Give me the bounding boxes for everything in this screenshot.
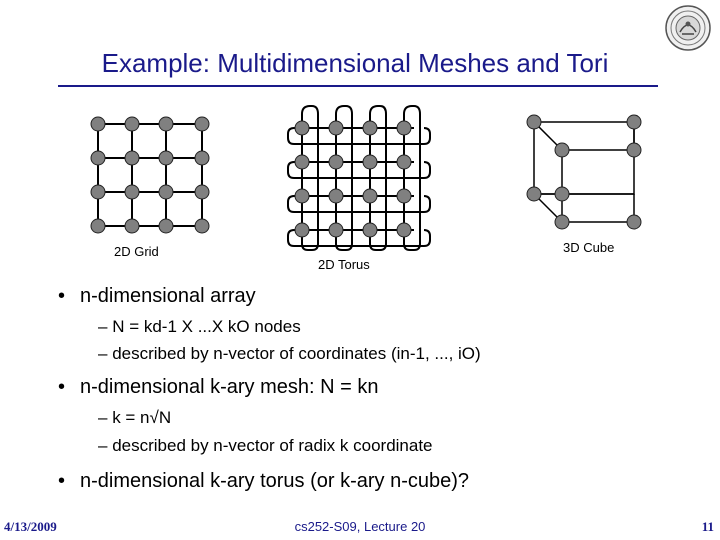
torus-diagram — [284, 104, 434, 254]
bullet-dot: • — [58, 376, 66, 398]
page-title: Example: Multidimensional Meshes and Tori — [101, 48, 609, 78]
bullet-dot: • — [58, 285, 66, 307]
grid-node — [91, 117, 105, 131]
title-divider — [58, 85, 658, 87]
bullet-1 — [58, 285, 256, 308]
sub-text: N = kd-1 X ...X kO nodes — [112, 317, 301, 336]
bullet-2 — [58, 376, 378, 399]
bullet-1-sub-2: – described by n-vector of coordinates (in-1, ..., iO) — [98, 344, 481, 363]
bullet-2-sub-1: – k = n√N — [98, 408, 172, 427]
footer-course: cs252-S09, Lecture 20 — [294, 519, 426, 534]
bullet-2-text: n-dimensional k-ary mesh: N = kn — [80, 376, 379, 398]
bullet-3-text: n-dimensional k-ary torus (or k-ary n-cube)? — [80, 470, 470, 492]
cube-caption: 3D Cube — [563, 240, 615, 255]
bullet-1-text: n-dimensional array — [80, 285, 256, 307]
university-seal-logo — [664, 4, 712, 52]
cube-diagram — [520, 110, 650, 235]
sub-text: described by n-vector of coordinates (in-1, ..., iO) — [112, 344, 481, 363]
torus-caption: 2D Torus — [318, 257, 370, 272]
bullet-3 — [58, 470, 469, 493]
grid-caption: 2D Grid — [114, 244, 159, 259]
bullet-2-sub-2: – described by n-vector of radix k coordinate — [98, 436, 433, 455]
grid-diagram — [86, 112, 214, 240]
bullet-1-sub-1: – N = kd-1 X ...X kO nodes — [98, 317, 301, 336]
footer-date: 4/13/2009 — [4, 519, 57, 534]
page-number: 11 — [701, 519, 714, 534]
bullet-dot: • — [58, 470, 66, 492]
sub-text: described by n-vector of radix k coordinate — [112, 436, 433, 455]
sub-text: k = n√N — [112, 408, 172, 427]
